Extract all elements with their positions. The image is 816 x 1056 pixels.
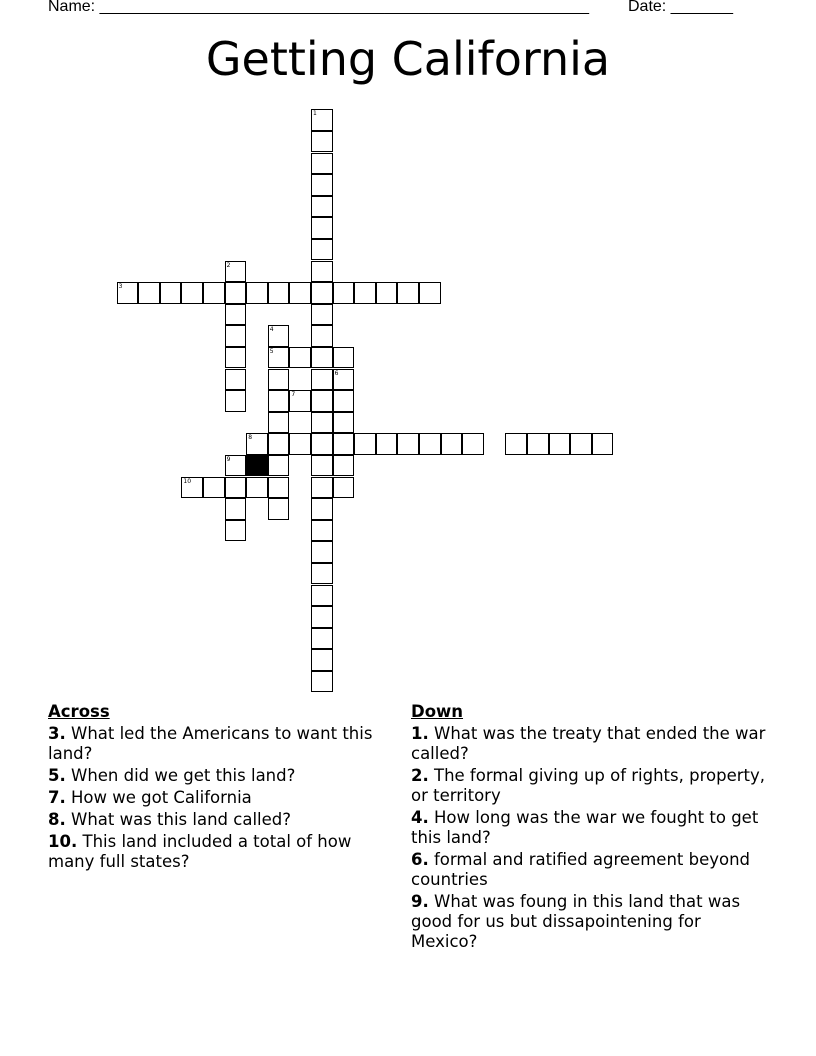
grid-cell[interactable] (225, 325, 247, 347)
grid-cell[interactable] (311, 477, 333, 499)
down-clues (411, 702, 771, 954)
across-clues (48, 702, 393, 874)
clue-number: 10 (183, 477, 192, 485)
across-clue (48, 766, 393, 786)
grid-cell[interactable] (268, 282, 290, 304)
clue-text: How we got California (71, 788, 252, 807)
across-clue (48, 832, 393, 872)
grid-cell[interactable] (419, 433, 441, 455)
across-clue (48, 788, 393, 808)
page-title: Getting California (205, 32, 611, 86)
grid-cell[interactable] (311, 153, 333, 175)
grid-cell[interactable] (225, 304, 247, 326)
down-clue (411, 766, 771, 806)
grid-cell[interactable] (311, 131, 333, 153)
grid-cell[interactable] (311, 563, 333, 585)
grid-cell[interactable] (203, 477, 225, 499)
grid-cell[interactable] (376, 433, 398, 455)
grid-cell[interactable] (311, 649, 333, 671)
grid-cell[interactable] (311, 174, 333, 196)
down-heading: Down (411, 702, 464, 721)
grid-cell[interactable] (376, 282, 398, 304)
name-field-label: Name: _______________________________________________________ (48, 0, 589, 15)
grid-cell[interactable] (333, 347, 355, 369)
grid-cell[interactable] (311, 369, 333, 391)
grid-cell[interactable] (311, 628, 333, 650)
grid-cell[interactable] (246, 477, 268, 499)
clue-text: The formal giving up of rights, property, or territory (411, 766, 765, 805)
grid-cell[interactable] (397, 282, 419, 304)
grid-cell[interactable] (333, 282, 355, 304)
grid-cell[interactable] (203, 282, 225, 304)
clue-number: 2 (226, 261, 231, 269)
clue-number: 7 (291, 391, 296, 399)
grid-cell[interactable] (333, 369, 355, 391)
grid-cell[interactable] (311, 412, 333, 434)
grid-cell[interactable] (462, 433, 484, 455)
grid-cell[interactable] (225, 520, 247, 542)
grid-cell[interactable] (289, 390, 311, 412)
grid-cell[interactable] (268, 390, 290, 412)
clue-text: What was this land called? (71, 810, 292, 829)
clue-number: 5. (48, 766, 66, 785)
clue-number: 9 (226, 455, 231, 463)
grid-cell[interactable] (419, 282, 441, 304)
down-clue (411, 808, 771, 848)
grid-cell[interactable] (117, 282, 139, 304)
across-heading: Across (48, 702, 110, 721)
grid-cell[interactable] (246, 433, 268, 455)
grid-cell[interactable] (354, 282, 376, 304)
grid-cell[interactable] (225, 390, 247, 412)
grid-cell[interactable] (311, 455, 333, 477)
grid-cell[interactable] (570, 433, 592, 455)
grid-cell[interactable] (311, 325, 333, 347)
clue-text: This land included a total of how many full states? (48, 832, 352, 871)
grid-cell[interactable] (225, 347, 247, 369)
across-clue (48, 724, 393, 764)
clue-number: 2. (411, 766, 429, 785)
grid-cell[interactable] (592, 433, 614, 455)
grid-cell[interactable] (268, 412, 290, 434)
clue-number: 4. (411, 808, 429, 827)
grid-cell[interactable] (311, 196, 333, 218)
clue-text: formal and ratified agreement beyond countries (411, 850, 751, 889)
grid-cell[interactable] (181, 477, 203, 499)
clue-text: What was foung in this land that was good for us but dissapointening for Mexico? (411, 892, 741, 951)
clue-number: 1 (313, 110, 317, 118)
grid-cell[interactable] (311, 520, 333, 542)
grid-cell[interactable] (268, 498, 290, 520)
grid-cell[interactable] (311, 347, 333, 369)
grid-cell[interactable] (268, 433, 290, 455)
grid-cell[interactable] (311, 390, 333, 412)
clue-number: 3 (118, 283, 123, 291)
grid-cell[interactable] (268, 325, 290, 347)
clue-number: 10. (48, 832, 78, 851)
down-clue (411, 892, 771, 952)
grid-cell[interactable] (138, 282, 160, 304)
grid-cell[interactable] (311, 261, 333, 283)
grid-cell[interactable] (225, 282, 247, 304)
grid-cell[interactable] (333, 477, 355, 499)
clue-number: 8. (48, 810, 66, 829)
grid-cell[interactable] (333, 455, 355, 477)
grid-cell[interactable] (354, 433, 376, 455)
date-field-label: Date: _______ (628, 0, 733, 15)
clue-number: 4 (269, 326, 274, 334)
down-clue (411, 850, 771, 890)
grid-cell[interactable] (311, 498, 333, 520)
grid-cell[interactable] (225, 477, 247, 499)
grid-cell[interactable] (333, 412, 355, 434)
grid-cell[interactable] (268, 347, 290, 369)
grid-cell[interactable] (549, 433, 571, 455)
grid-cell[interactable] (311, 433, 333, 455)
clue-number: 5 (269, 347, 274, 355)
grid-cell[interactable] (505, 433, 527, 455)
grid-cell[interactable] (527, 433, 549, 455)
clue-number: 9. (411, 892, 429, 911)
clue-text: How long was the war we fought to get this land? (411, 808, 759, 847)
grid-cell[interactable] (160, 282, 182, 304)
grid-cell[interactable] (441, 433, 463, 455)
clue-number: 7. (48, 788, 66, 807)
clue-number: 3. (48, 724, 66, 743)
clue-text: What was the treaty that ended the war called? (411, 724, 766, 763)
grid-cell[interactable] (246, 282, 268, 304)
grid-cell[interactable] (225, 261, 247, 283)
grid-cell[interactable] (289, 433, 311, 455)
grid-cell[interactable] (311, 282, 333, 304)
grid-cell[interactable] (397, 433, 419, 455)
grid-cell[interactable] (311, 585, 333, 607)
grid-cell[interactable] (225, 369, 247, 391)
grid-cell[interactable] (311, 606, 333, 628)
grid-cell[interactable] (289, 347, 311, 369)
grid-cell[interactable] (289, 282, 311, 304)
grid-cell[interactable] (311, 109, 333, 131)
grid-cell[interactable] (311, 304, 333, 326)
grid-cell[interactable] (225, 498, 247, 520)
grid-cell[interactable] (268, 455, 290, 477)
blocked-cell (246, 455, 268, 477)
grid-cell[interactable] (181, 282, 203, 304)
clue-number: 8 (248, 434, 253, 442)
across-clue (48, 810, 393, 830)
grid-cell[interactable] (311, 671, 333, 693)
grid-cell[interactable] (225, 455, 247, 477)
grid-cell[interactable] (311, 239, 333, 261)
clue-text: When did we get this land? (71, 766, 296, 785)
grid-cell[interactable] (268, 477, 290, 499)
clue-text: What led the Americans to want this land? (48, 724, 373, 763)
grid-cell[interactable] (333, 390, 355, 412)
clue-number: 1. (411, 724, 429, 743)
grid-cell[interactable] (311, 217, 333, 239)
clue-number: 6. (411, 850, 429, 869)
grid-cell[interactable] (268, 369, 290, 391)
grid-cell[interactable] (333, 433, 355, 455)
down-clue (411, 724, 771, 764)
clue-number: 6 (334, 369, 339, 377)
grid-cell[interactable] (311, 541, 333, 563)
